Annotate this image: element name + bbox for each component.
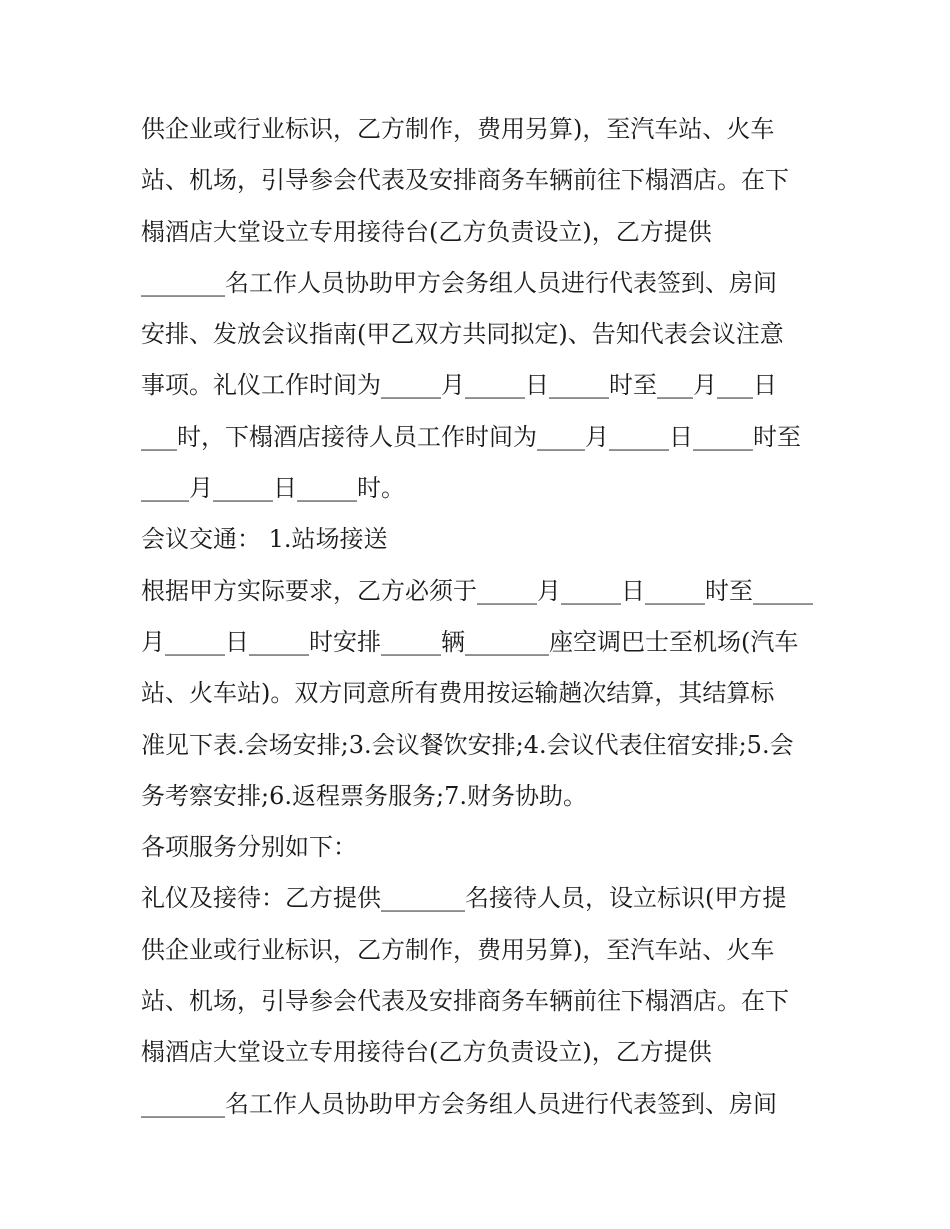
text-line: 供企业或行业标识，乙方制作，费用另算)，至汽车站、火车 — [141, 935, 775, 964]
text-line: 务考察安排;6.返程票务服务;7.财务协助。 — [141, 781, 587, 810]
text-line: 供企业或行业标识，乙方制作，费用另算)，至汽车站、火车 — [141, 115, 775, 143]
text-line: 榻酒店大堂设立专用接待台(乙方负责设立)，乙方提供 — [141, 217, 712, 246]
text-line: 站、机场，引导参会代表及安排商务车辆前往下榻酒店。在下 — [141, 987, 789, 1016]
section-heading-transport: 会议交通： 1.站场接送 — [141, 525, 388, 554]
text-line: _______名工作人员协助甲方会务组人员进行代表签到、房间 — [141, 1089, 777, 1118]
text-line: ___时，下榻酒店接待人员工作时间为____月_____日_____时至 — [141, 422, 801, 451]
text-line: 站、火车站)。双方同意所有费用按运输趟次结算，其结算标 — [141, 679, 775, 708]
text-line: 准见下表.会场安排;3.会议餐饮安排;4.会议代表住宿安排;5.会 — [141, 730, 794, 759]
text-line: 榻酒店大堂设立专用接待台(乙方负责设立)，乙方提供 — [141, 1038, 712, 1067]
text-line: 事项。礼仪工作时间为_____月_____日_____时至___月___日 — [141, 371, 777, 400]
text-line: 月_____日_____时安排_____辆_______座空调巴士至机场(汽车 — [141, 627, 799, 656]
text-line: _______名工作人员协助甲方会务组人员进行代表签到、房间 — [141, 268, 777, 297]
document-body — [141, 104, 821, 1130]
text-line: 站、机场，引导参会代表及安排商务车辆前往下榻酒店。在下 — [141, 166, 789, 195]
text-line: 安排、发放会议指南(甲乙双方共同拟定)、告知代表会议注意 — [141, 320, 784, 349]
text-line: 礼仪及接待：乙方提供_______名接待人员，设立标识(甲方提 — [141, 884, 787, 913]
text-line: ____月_____日_____时。 — [141, 474, 405, 503]
section-heading-services: 各项服务分别如下： — [141, 833, 357, 862]
text-line: 根据甲方实际要求，乙方必须于_____月_____日_____时至_____ — [141, 576, 813, 605]
